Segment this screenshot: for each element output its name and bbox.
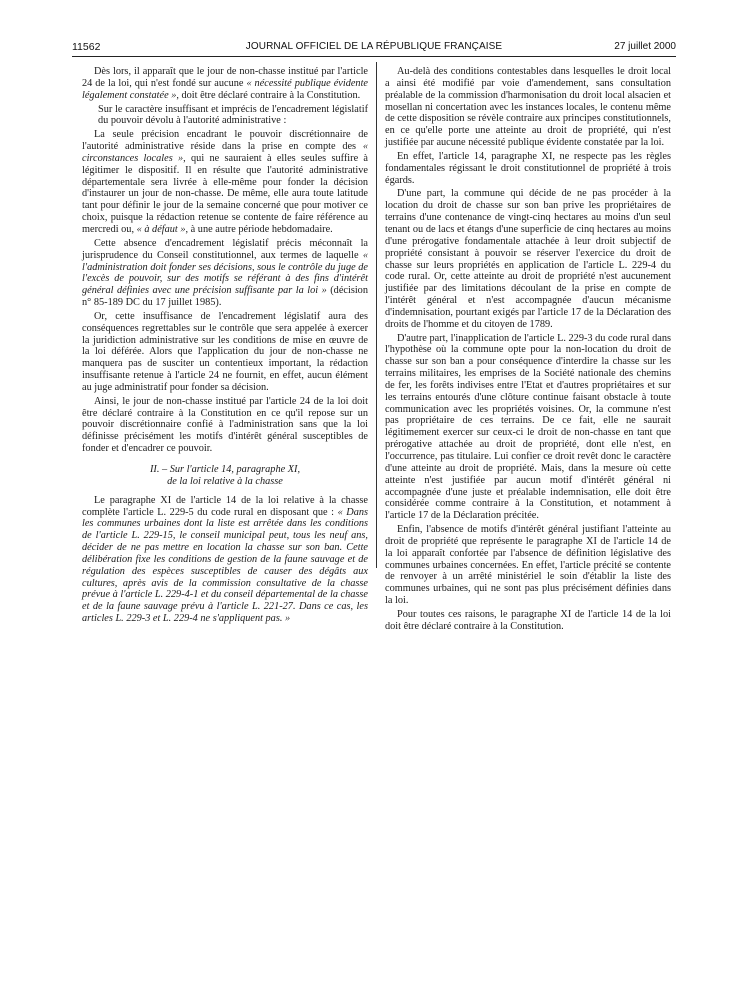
right-column <box>385 66 671 635</box>
paragraph: Enfin, l'absence de motifs d'intérêt général justifiant l'atteinte au droit de propriété que représente le paragraphe XI de l'article 14 de la loi apparaît confortée par l'absence de définition législative des communes urbaines concernées. En effet, l'article précité se contente de renvoyer à un arrêté ministériel le soin d'établir la liste des communes urbaines, qui ne sont pas plus précisément définies dans la loi. <box>385 524 671 607</box>
left-column <box>82 66 368 627</box>
section-title-line: II. – Sur l'article 14, paragraphe XI, <box>149 464 301 475</box>
paragraph: Or, cette insuffisance de l'encadrement législatif aura des conséquences regrettables sur le contrôle que sera appelée à exercer la juridiction administrative sur les conditions de mise en œuvre de la loi déférée. Alors que l'application du jour de non-chasse ne manquera pas de susciter un contentieux important, la rédaction insuffisante retenue à l'article 24 ne fournit, en effet, aucun élément au juge administratif pour fonder sa décision. <box>82 310 368 393</box>
publication-date: 27 juillet 2000 <box>614 41 676 52</box>
header-rule <box>72 56 676 57</box>
paragraph: D'une part, la commune qui décide de ne pas procéder à la location du droit de chasse sur son ban prive les propriétaires de terrains d'une contenance de vingt-cinq hectares au moins d'un seul tenant ou de lacs et étangs d'une superficie de cinq hectares au moins d'une prérogative fondamentale attachée à leur droit subjectif de propriété consistant à pouvoir se réserver l'exercice du droit de chasse sur leurs propriétés en application de l'article L. 229-4 du code rural. Or, cette atteinte au droit de propriété n'est aucunement justifiée par des limitations découlant de la prise en compte de l'intérêt général et n'est accompagnée d'aucun mécanisme d'indemnisation, pourtant exigés par l'article 17 de la Déclaration des droits de l'homme et du citoyen de 1789. <box>385 188 671 330</box>
paragraph: Le paragraphe XI de l'article 14 de la loi relative à la chasse complète l'article L. 229-5 du code rural en disposant que : « Dans les communes urbaines dont la liste est arrêtée dans les conditions de l'article L. 229-15, le conseil municipal peut, tous les neuf ans, décider de ne pas mettre en location la chasse sur son ban. Cette délibération fixe les conditions de gestion de la faune sauvage et de régulation des espèces susceptibles de causer des dégâts aux cultures, après avis de la commission consultative de la chasse prévue à l'article L. 229-4-1 et du conseil départemental de la chasse et de la faune sauvage prévu à l'article L. 221-27. Dans ce cas, les articles L. 229-3 et L. 229-4 ne s'appliquent pas. » <box>82 494 368 625</box>
paragraph: Pour toutes ces raisons, le paragraphe XI de l'article 14 de la loi doit être déclaré contraire à la Constitution. <box>385 608 671 632</box>
column-separator <box>376 62 377 568</box>
paragraph: La seule précision encadrant le pouvoir discrétionnaire de l'autorité administrative réside dans la prise en compte des « circonstances locales », qui ne sauraient à elles seules suffire à légitimer le dispositif. Il en résulte que l'autorité administrative départementale sera livrée à elle-même pour fonder la décision d'instaurer un jour de non-chasse. De même, elle aura toute latitude tant pour définir le jour de la semaine concerné que pour motiver ce choix, puisque la rédaction retenue se contente de faire référence au mercredi ou, « à défaut », à une autre période hebdomadaire. <box>82 129 369 235</box>
page-header <box>72 39 676 55</box>
paragraph: Ainsi, le jour de non-chasse institué par l'article 24 de la loi doit être déclaré contraire à la Constitution en ce qu'il repose sur un pouvoir discrétionnaire confié à l'administration sans que la loi définisse précisément les motifs d'intérêt général susceptibles de fonder et d'encadrer ce pouvoir. <box>82 395 368 455</box>
section-title-line: de la loi relative à la chasse <box>167 475 283 487</box>
subheading-paragraph: Sur le caractère insuffisant et imprécis de l'encadrement législatif du pouvoir dévolu à l'autorité administrative : <box>98 103 368 127</box>
paragraph: En effet, l'article 14, paragraphe XI, ne respecte pas les règles fondamentales régissant le droit constitutionnel de propriété à trois égards. <box>385 150 671 186</box>
page-number: 11562 <box>72 41 101 53</box>
journal-title: JOURNAL OFFICIEL DE LA RÉPUBLIQUE FRANÇAISE <box>245 41 503 52</box>
paragraph: Dès lors, il apparaît que le jour de non-chasse institué par l'article 24 de la loi, qui n'est fondé sur aucune « nécessité publique évidente légalement constatée », doit être déclaré contraire à la Constitution. <box>82 66 369 101</box>
section-title <box>82 464 368 488</box>
paragraph: Cette absence d'encadrement législatif précis méconnaît la jurisprudence du Conseil constitutionnel, aux termes de laquelle « l'administration doit fonder ses décisions, sous le contrôle du juge de l'excès de pouvoir, sur des motifs se référant à des fins d'intérêt général définies avec une précision suffisante par la loi » (décision n° 85-189 DC du 17 juillet 1985). <box>82 237 368 309</box>
paragraph: D'autre part, l'inapplication de l'article L. 229-3 du code rural dans l'hypothèse où la commune opte pour la non-location du droit de chasse sur son ban a pour conséquence d'interdire la chasse sur les terrains militaires, les emprises de la Société nationale des chemins de fer, les forêts indivises entre l'Etat et d'autres propriétaires et sur les terrains entourés d'une clôture continue faisant obstacle à toute communication avec les propriétés voisines. Or, la commune n'est pas propriétaire de ces terrains. De ce fait, elle ne saurait légitimement exercer sur ceux-ci le droit de non-chasse en tant que prérogative attachée au droit de propriété, dont elle n'est, en l'occurrence, pas titulaire. Lui confier ce droit revêt donc le caractère d'une atteinte au droit de propriété. Mais, dans la mesure où cette atteinte n'est justifiée par aucun motif d'intérêt général ni accompagnée d'une juste et préalable indemnisation, elle doit être considérée comme contraire à la Constitution, et notamment à l'article 17 de la Déclaration précitée. <box>385 332 671 522</box>
paragraph: Au-delà des conditions contestables dans lesquelles le droit local a ainsi été modifié par voie d'amendement, sans consultation préalable de la commission d'harmonisation du droit local alsacien et mosellan ni concertation avec les instances locales, le contenu même de cette disposition se révèle contraire aux principes constitutionnels, en ce qu'elle porte une atteinte au droit de propriété, qui n'est justifiée par aucune nécessité publique évidente constatée par la loi. <box>385 66 671 149</box>
